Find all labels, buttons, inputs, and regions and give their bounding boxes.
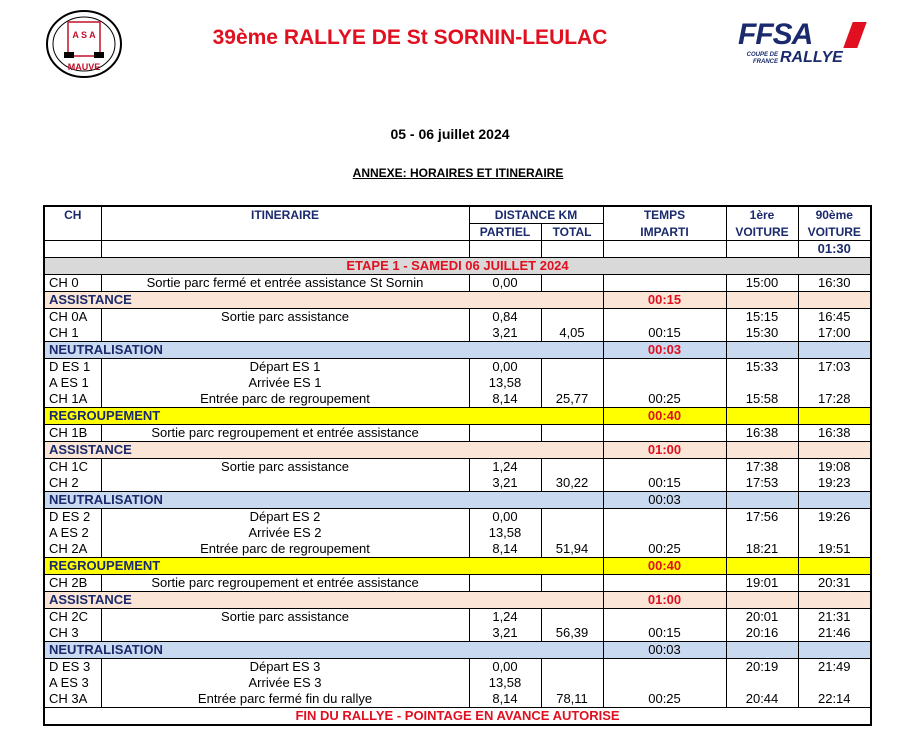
cell-partiel: 0,00	[469, 359, 541, 376]
table-row	[44, 459, 871, 476]
logo-asa-text: A S A	[72, 30, 96, 40]
section-empty	[726, 592, 798, 609]
event-date: 05 - 06 juillet 2024	[390, 126, 510, 142]
cell-it: Sortie parc regroupement et entrée assistance	[101, 575, 469, 592]
section-assist	[44, 292, 871, 309]
cell-ch: D ES 3	[44, 659, 101, 676]
page-title: 39ème RALLYE DE St SORNIN-LEULAC	[212, 26, 608, 49]
cell-temps	[603, 575, 726, 592]
cell-it	[101, 325, 469, 342]
col-last-2: VOITURE	[798, 224, 871, 241]
cell-first: 19:01	[726, 575, 798, 592]
cell-partiel	[469, 575, 541, 592]
cell-temps	[603, 609, 726, 626]
cell-ch: A ES 2	[44, 525, 101, 541]
cell-first: 20:19	[726, 659, 798, 676]
ffsa-logo	[738, 18, 870, 70]
table-row	[44, 425, 871, 442]
start-time-90: 01:30	[798, 241, 871, 258]
cell-total	[541, 525, 603, 541]
table-row	[44, 691, 871, 708]
annexe-heading: ANNEXE: HORAIRES ET ITINERAIRE	[352, 166, 564, 180]
section-empty	[726, 642, 798, 659]
cell-partiel: 3,21	[469, 325, 541, 342]
cell-ch: CH 2C	[44, 609, 101, 626]
cell-total: 56,39	[541, 625, 603, 642]
section-empty	[798, 292, 871, 309]
cell-total	[541, 609, 603, 626]
section-label: ASSISTANCE	[44, 292, 603, 309]
cell-total: 51,94	[541, 541, 603, 558]
table-row	[44, 391, 871, 408]
col-partiel: PARTIEL	[469, 224, 541, 241]
cell-it: Arrivée ES 3	[101, 675, 469, 691]
header-row-1	[44, 206, 871, 224]
cell-last: 19:23	[798, 475, 871, 492]
section-label: REGROUPEMENT	[44, 408, 603, 425]
cell-partiel: 0,00	[469, 275, 541, 292]
fin-row	[44, 708, 871, 726]
section-label: REGROUPEMENT	[44, 558, 603, 575]
table-row	[44, 325, 871, 342]
cell-partiel: 3,21	[469, 475, 541, 492]
cell-first: 20:01	[726, 609, 798, 626]
cell-temps: 00:25	[603, 391, 726, 408]
cell-partiel: 0,00	[469, 509, 541, 526]
col-last: 90ème	[798, 206, 871, 224]
table-row	[44, 475, 871, 492]
asa-mauve-logo	[44, 8, 124, 80]
ffsa-logo-main: FFSA	[738, 18, 813, 51]
table-row	[44, 375, 871, 391]
cell-first: 20:16	[726, 625, 798, 642]
cell-total	[541, 575, 603, 592]
cell-ch: CH 1	[44, 325, 101, 342]
cell-total	[541, 459, 603, 476]
cell-it: Sortie parc fermé et entrée assistance St Sornin	[101, 275, 469, 292]
col-first-2: VOITURE	[726, 224, 798, 241]
cell-last: 16:45	[798, 309, 871, 326]
section-time: 00:03	[603, 642, 726, 659]
section-empty	[798, 442, 871, 459]
section-empty	[798, 558, 871, 575]
cell-ch: CH 0	[44, 275, 101, 292]
cell-first: 20:44	[726, 691, 798, 708]
section-assist	[44, 442, 871, 459]
section-empty	[798, 492, 871, 509]
table-row	[44, 359, 871, 376]
cell-total	[541, 309, 603, 326]
cell-first: 17:53	[726, 475, 798, 492]
cell-ch: CH 3	[44, 625, 101, 642]
section-time: 01:00	[603, 442, 726, 459]
cell-it: Entrée parc fermé fin du rallye	[101, 691, 469, 708]
cell-last: 19:26	[798, 509, 871, 526]
cell-it: Arrivée ES 1	[101, 375, 469, 391]
cell-it: Arrivée ES 2	[101, 525, 469, 541]
cell-ch: A ES 3	[44, 675, 101, 691]
section-label: NEUTRALISATION	[44, 342, 603, 359]
cell-temps: 00:15	[603, 625, 726, 642]
cell-total	[541, 275, 603, 292]
section-label: NEUTRALISATION	[44, 492, 603, 509]
cell-it: Sortie parc assistance	[101, 309, 469, 326]
table-row	[44, 509, 871, 526]
cell-first: 17:38	[726, 459, 798, 476]
section-empty	[798, 408, 871, 425]
cell-ch: CH 1B	[44, 425, 101, 442]
cell-first: 15:00	[726, 275, 798, 292]
section-time: 00:03	[603, 342, 726, 359]
ffsa-logo-sub: RALLYE	[780, 49, 843, 66]
cell-ch: CH 2	[44, 475, 101, 492]
section-empty	[726, 342, 798, 359]
cell-temps	[603, 659, 726, 676]
cell-partiel: 1,24	[469, 459, 541, 476]
ffsa-slash-icon	[843, 22, 866, 48]
cell-it: Entrée parc de regroupement	[101, 391, 469, 408]
etape-row	[44, 258, 871, 275]
cell-temps: 00:25	[603, 541, 726, 558]
cell-it	[101, 625, 469, 642]
section-time: 00:40	[603, 408, 726, 425]
cell-total	[541, 509, 603, 526]
cell-last: 21:31	[798, 609, 871, 626]
section-regroup	[44, 558, 871, 575]
col-temps-2: IMPARTI	[603, 224, 726, 241]
table-row	[44, 541, 871, 558]
table-row	[44, 275, 871, 292]
section-label: ASSISTANCE	[44, 592, 603, 609]
itinerary-table	[43, 205, 872, 726]
cell-last: 21:46	[798, 625, 871, 642]
cell-temps	[603, 375, 726, 391]
table-row	[44, 609, 871, 626]
section-time: 00:40	[603, 558, 726, 575]
section-time: 00:15	[603, 292, 726, 309]
cell-ch: D ES 2	[44, 509, 101, 526]
section-label: NEUTRALISATION	[44, 642, 603, 659]
cell-ch: CH 2B	[44, 575, 101, 592]
cell-ch: CH 1C	[44, 459, 101, 476]
cell-partiel: 13,58	[469, 375, 541, 391]
cell-temps	[603, 675, 726, 691]
cell-last: 19:51	[798, 541, 871, 558]
cell-total: 78,11	[541, 691, 603, 708]
cell-last: 16:38	[798, 425, 871, 442]
cell-first: 15:30	[726, 325, 798, 342]
cell-partiel: 13,58	[469, 675, 541, 691]
section-label: ASSISTANCE	[44, 442, 603, 459]
cell-temps: 00:15	[603, 325, 726, 342]
cell-ch: D ES 1	[44, 359, 101, 376]
cell-partiel: 0,84	[469, 309, 541, 326]
cell-partiel	[469, 425, 541, 442]
cell-total: 4,05	[541, 325, 603, 342]
cell-partiel: 1,24	[469, 609, 541, 626]
cell-first: 18:21	[726, 541, 798, 558]
cell-first: 15:58	[726, 391, 798, 408]
logo-mauve-text: MAUVE	[67, 62, 101, 72]
cell-last	[798, 675, 871, 691]
cell-partiel: 8,14	[469, 541, 541, 558]
col-temps: TEMPS	[603, 206, 726, 224]
cell-temps	[603, 509, 726, 526]
cell-it: Départ ES 1	[101, 359, 469, 376]
col-first: 1ère	[726, 206, 798, 224]
cell-ch: CH 1A	[44, 391, 101, 408]
cell-last: 20:31	[798, 575, 871, 592]
cell-temps	[603, 425, 726, 442]
cell-last: 21:49	[798, 659, 871, 676]
cell-temps	[603, 359, 726, 376]
cell-partiel: 0,00	[469, 659, 541, 676]
cell-last: 16:30	[798, 275, 871, 292]
etape-label: ETAPE 1 - SAMEDI 06 JUILLET 2024	[44, 258, 871, 275]
cell-total	[541, 659, 603, 676]
section-assist	[44, 592, 871, 609]
cell-last: 19:08	[798, 459, 871, 476]
cell-temps	[603, 309, 726, 326]
cell-first	[726, 675, 798, 691]
section-time: 01:00	[603, 592, 726, 609]
cell-temps: 00:15	[603, 475, 726, 492]
table-row	[44, 625, 871, 642]
cell-partiel: 8,14	[469, 691, 541, 708]
cell-it: Sortie parc regroupement et entrée assistance	[101, 425, 469, 442]
cell-temps: 00:25	[603, 691, 726, 708]
cell-it	[101, 475, 469, 492]
cell-total	[541, 675, 603, 691]
table-row	[44, 675, 871, 691]
cell-total	[541, 425, 603, 442]
ffsa-logo-small: COUPE DE FRANCE	[746, 52, 778, 65]
table-row	[44, 575, 871, 592]
cell-temps	[603, 459, 726, 476]
section-empty	[798, 642, 871, 659]
cell-last: 22:14	[798, 691, 871, 708]
start-row	[44, 241, 871, 258]
cell-it: Départ ES 2	[101, 509, 469, 526]
section-empty	[798, 342, 871, 359]
section-empty	[798, 592, 871, 609]
cell-total: 30,22	[541, 475, 603, 492]
cell-ch: CH 3A	[44, 691, 101, 708]
col-itineraire: ITINERAIRE	[101, 206, 469, 241]
cell-it: Entrée parc de regroupement	[101, 541, 469, 558]
section-empty	[726, 408, 798, 425]
section-regroup	[44, 408, 871, 425]
cell-partiel: 13,58	[469, 525, 541, 541]
section-empty	[726, 292, 798, 309]
cell-total	[541, 359, 603, 376]
cell-temps	[603, 275, 726, 292]
table-row	[44, 659, 871, 676]
cell-partiel: 3,21	[469, 625, 541, 642]
cell-it: Sortie parc assistance	[101, 459, 469, 476]
col-total: TOTAL	[541, 224, 603, 241]
cell-first	[726, 375, 798, 391]
cell-first: 15:33	[726, 359, 798, 376]
cell-temps	[603, 525, 726, 541]
cell-partiel: 8,14	[469, 391, 541, 408]
section-neutral	[44, 642, 871, 659]
cell-last	[798, 525, 871, 541]
cell-last: 17:03	[798, 359, 871, 376]
section-neutral	[44, 342, 871, 359]
fin-label: FIN DU RALLYE - POINTAGE EN AVANCE AUTORISE	[44, 708, 871, 726]
cell-first	[726, 525, 798, 541]
col-distance: DISTANCE KM	[469, 206, 603, 224]
section-time: 00:03	[603, 492, 726, 509]
cell-ch: CH 2A	[44, 541, 101, 558]
cell-ch: CH 0A	[44, 309, 101, 326]
table-row	[44, 525, 871, 541]
cell-last: 17:28	[798, 391, 871, 408]
section-empty	[726, 442, 798, 459]
cell-first: 15:15	[726, 309, 798, 326]
cell-it: Sortie parc assistance	[101, 609, 469, 626]
cell-last: 17:00	[798, 325, 871, 342]
cell-total: 25,77	[541, 391, 603, 408]
cell-first: 16:38	[726, 425, 798, 442]
cell-it: Départ ES 3	[101, 659, 469, 676]
cell-ch: A ES 1	[44, 375, 101, 391]
cell-last	[798, 375, 871, 391]
table-row	[44, 309, 871, 326]
cell-total	[541, 375, 603, 391]
section-neutral	[44, 492, 871, 509]
col-ch: CH	[44, 206, 101, 241]
cell-first: 17:56	[726, 509, 798, 526]
section-empty	[726, 558, 798, 575]
section-empty	[726, 492, 798, 509]
